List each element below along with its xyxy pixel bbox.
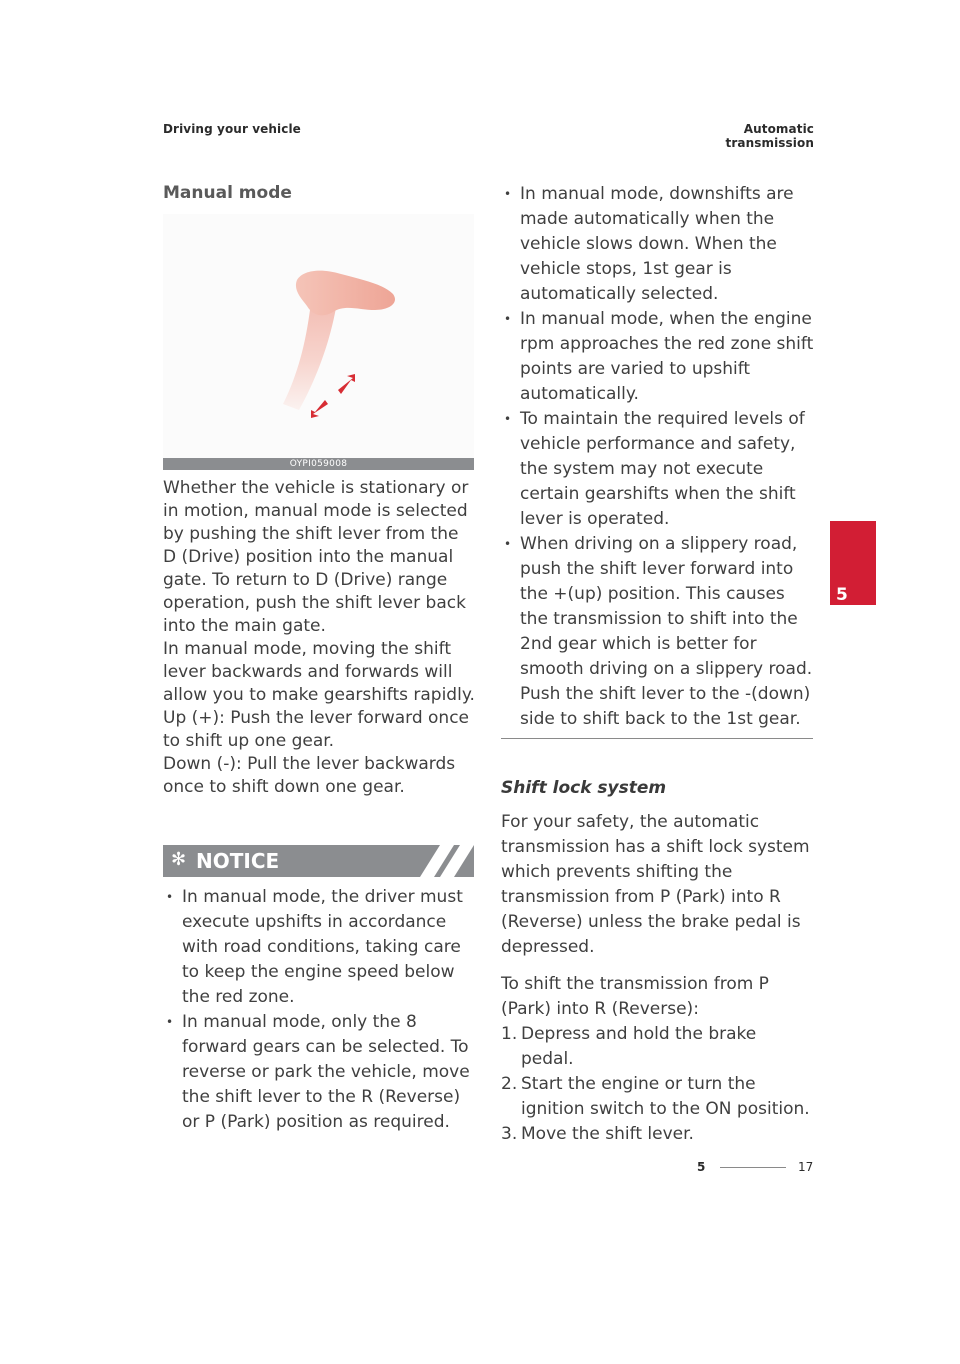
list-item: • In manual mode, downshifts are made automatically when the vehicle slows down. When the vehicle stops, 1st gear is automatically selected. xyxy=(501,182,814,307)
footer-rule xyxy=(720,1167,786,1168)
notice-list xyxy=(163,885,473,1135)
notice-stripes-icon xyxy=(414,845,474,877)
step-number: 2. xyxy=(501,1074,518,1094)
running-header-chapter: Automatic transmission xyxy=(725,122,814,150)
notice-title: NOTICE xyxy=(196,849,280,873)
chapter-tab-number: 5 xyxy=(836,585,848,605)
list-item: • In manual mode, only the 8 forward gears can be selected. To reverse or park the vehicle, move the shift lever to the R (Reverse) or P (Park) position as required. xyxy=(163,1010,473,1135)
running-header-section: Driving your vehicle xyxy=(163,122,301,136)
chapter-tab xyxy=(830,521,876,605)
step-number: 3. xyxy=(501,1124,518,1144)
notice-asterisk-icon: ✻ xyxy=(171,849,187,870)
footer-chapter-number: 5 xyxy=(697,1160,706,1174)
list-item: • When driving on a slippery road, push the shift lever forward into the +(up) position. This causes the transmission to shift into the 2nd gear which is better for smooth driving on a slippery road. Push the shift lever to the -(down) side to shift back to the 1st gear. xyxy=(501,532,814,732)
list-item xyxy=(501,1022,814,1072)
section-title-manual-mode: Manual mode xyxy=(163,183,292,203)
step-text: Start the engine or turn the ignition switch to the ON position. xyxy=(521,1074,810,1119)
footer-page-number: 17 xyxy=(798,1160,814,1174)
shift-lock-steps xyxy=(501,1022,814,1147)
paragraph: Whether the vehicle is stationary or in motion, manual mode is selected by pushing the shift lever from the D (Drive) position into the manual gate. To return to D (Drive) range operation, push the shift lever back into the main gate. xyxy=(163,478,469,636)
figure-caption: OYPI059008 xyxy=(163,458,474,470)
manual-mode-notes-list xyxy=(501,182,814,732)
shift-lever-illustration xyxy=(163,214,474,460)
shift-lock-intro: For your safety, the automatic transmission has a shift lock system which prevents shifting the transmission from P (Park) into R (Reverse) unless the brake pedal is depressed. xyxy=(501,812,810,957)
list-item xyxy=(501,1122,814,1147)
section-divider xyxy=(501,738,813,739)
section-title-shift-lock: Shift lock system xyxy=(501,778,667,798)
step-number: 1. xyxy=(501,1024,518,1044)
shift-lock-lead: To shift the transmission from P (Park) into R (Reverse): xyxy=(501,974,769,1019)
paragraph: In manual mode, moving the shift lever backwards and forwards will allow you to make gearshifts rapidly. xyxy=(163,639,475,705)
list-item: • In manual mode, when the engine rpm approaches the red zone shift points are varied to upshift automatically. xyxy=(501,307,814,407)
step-text: Depress and hold the brake pedal. xyxy=(521,1024,757,1069)
shift-lever-drawing xyxy=(163,214,474,460)
list-item xyxy=(501,1072,814,1122)
step-text: Move the shift lever. xyxy=(521,1124,694,1144)
shift-up-arrow-icon xyxy=(338,374,355,394)
paragraph: Up (+): Push the lever forward once to shift up one gear. xyxy=(163,708,469,751)
paragraph: Down (-): Pull the lever backwards once to shift down one gear. xyxy=(163,754,456,797)
list-item: • To maintain the required levels of vehicle performance and safety, the system may not execute certain gearshifts when the shift lever is operated. xyxy=(501,407,814,532)
shift-down-arrow-icon xyxy=(311,400,328,418)
notice-banner xyxy=(163,845,474,877)
list-item: • In manual mode, the driver must execute upshifts in accordance with road conditions, taking care to keep the engine speed below the red zone. xyxy=(163,885,473,1010)
manual-mode-body xyxy=(163,477,475,799)
